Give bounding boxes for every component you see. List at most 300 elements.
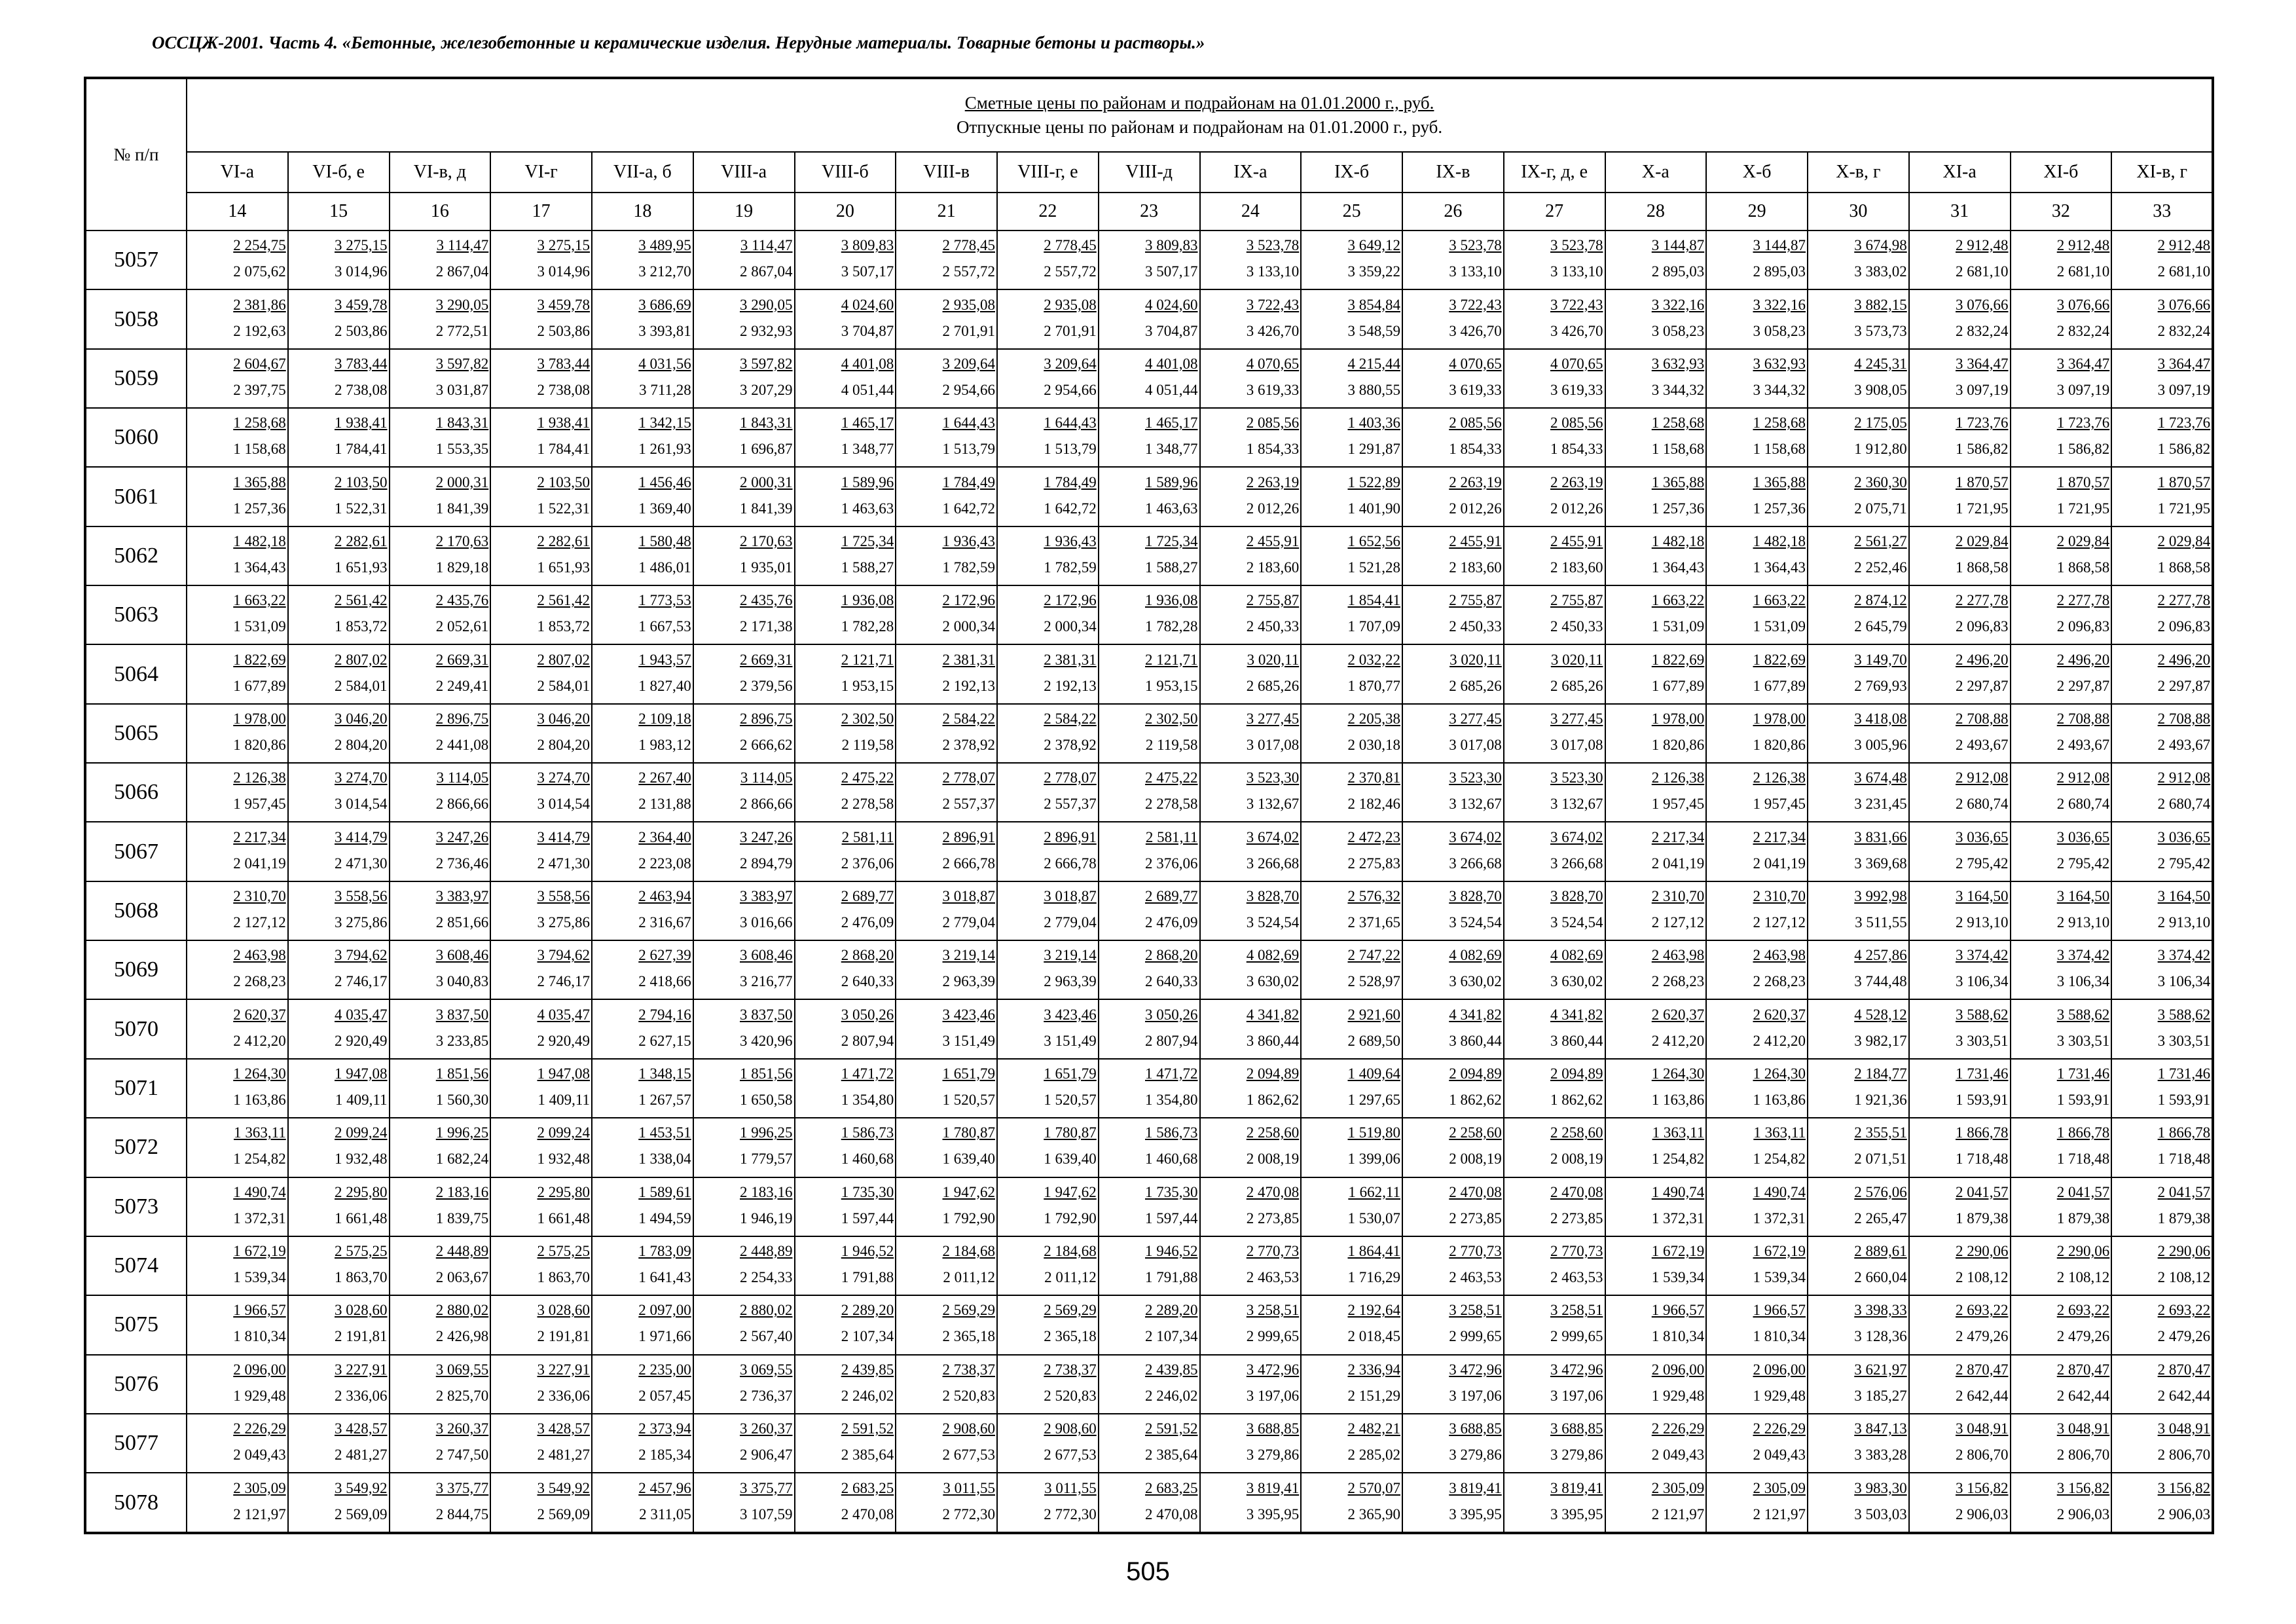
- estimate-price: 2 370,81: [1347, 769, 1400, 786]
- estimate-price: 2 575,25: [537, 1243, 590, 1260]
- estimate-price: 3 069,55: [435, 1361, 489, 1378]
- estimate-price: 1 966,57: [1753, 1302, 1806, 1319]
- price-cell: [896, 940, 997, 999]
- estimate-price: 3 983,30: [1854, 1479, 1907, 1496]
- release-price: 1 677,89: [1651, 677, 1705, 694]
- price-cell: [693, 1295, 795, 1354]
- release-price: 2 807,94: [1145, 1032, 1198, 1049]
- estimate-price: 3 219,14: [1044, 947, 1097, 964]
- price-cell: [1605, 763, 1707, 822]
- release-price: 3 507,17: [1145, 263, 1198, 280]
- release-price: 2 108,12: [2056, 1269, 2110, 1286]
- estimate-price: 3 383,97: [435, 887, 489, 904]
- price-cell: [896, 467, 997, 526]
- price-cell: [1706, 349, 1808, 408]
- price-cell: [1706, 1473, 1808, 1533]
- price-cell: [288, 1473, 390, 1533]
- estimate-price: 2 217,34: [1651, 828, 1705, 845]
- price-cell: [693, 999, 795, 1058]
- release-price: 2 268,23: [1753, 973, 1806, 990]
- release-price: 1 539,34: [233, 1269, 286, 1286]
- column-number: 24: [1200, 193, 1302, 231]
- price-cell: [490, 822, 592, 881]
- release-price: 1 593,91: [2157, 1091, 2211, 1108]
- estimate-price: 3 831,66: [1854, 828, 1907, 845]
- price-cell: [288, 408, 390, 467]
- estimate-price: 2 172,96: [942, 592, 995, 609]
- release-price: 2 963,39: [942, 973, 995, 990]
- estimate-price: 4 082,69: [1246, 947, 1300, 964]
- price-cell: [490, 1059, 592, 1118]
- price-cell: [693, 349, 795, 408]
- price-cell: [1200, 408, 1302, 467]
- price-cell: [795, 704, 896, 763]
- price-cell: [693, 1414, 795, 1473]
- column-number: 14: [187, 193, 288, 231]
- table-row: [85, 526, 2213, 585]
- table-row: [85, 349, 2213, 408]
- estimate-price: 3 028,60: [335, 1302, 388, 1319]
- price-cell: [1909, 644, 2011, 703]
- price-cell: [997, 1355, 1099, 1414]
- estimate-price: 1 947,62: [1044, 1183, 1097, 1200]
- estimate-price: 2 226,29: [1651, 1420, 1705, 1437]
- estimate-price: 1 723,76: [2157, 415, 2211, 432]
- estimate-price: 2 310,70: [233, 887, 286, 904]
- release-price: 2 806,70: [2157, 1447, 2211, 1464]
- price-cell: [693, 1177, 795, 1236]
- price-cell: [2011, 822, 2112, 881]
- release-price: 2 867,04: [740, 263, 793, 280]
- release-price: 2 832,24: [1956, 322, 2009, 339]
- price-cell: [2011, 1473, 2112, 1533]
- release-price: 3 216,77: [740, 973, 793, 990]
- price-cell: [2011, 1414, 2112, 1473]
- release-price: 1 929,48: [1651, 1387, 1705, 1404]
- estimate-price: 2 482,21: [1347, 1420, 1400, 1437]
- price-cell: [1099, 1295, 1200, 1354]
- estimate-price: 1 519,80: [1347, 1124, 1400, 1141]
- estimate-price: 3 523,30: [1246, 769, 1300, 786]
- price-cell: [592, 1236, 693, 1295]
- release-price: 2 096,83: [2157, 618, 2211, 635]
- release-price: 3 860,44: [1550, 1032, 1603, 1049]
- estimate-price: 2 355,51: [1854, 1124, 1907, 1141]
- price-cell: [1909, 1177, 2011, 1236]
- estimate-price: 1 471,72: [1145, 1065, 1198, 1082]
- release-price: 2 920,49: [537, 1032, 590, 1049]
- release-price: 3 207,29: [740, 381, 793, 398]
- release-price: 1 494,59: [638, 1209, 691, 1227]
- price-cell: [1504, 1295, 1605, 1354]
- release-price: 1 163,86: [233, 1091, 286, 1108]
- release-price: 2 052,61: [435, 618, 489, 635]
- price-cell: [288, 1355, 390, 1414]
- release-price: 2 249,41: [435, 677, 489, 694]
- estimate-price: 2 708,88: [1956, 710, 2009, 727]
- release-price: 2 426,98: [435, 1328, 489, 1345]
- estimate-price: 2 770,73: [1246, 1243, 1300, 1260]
- estimate-price: 3 258,51: [1550, 1302, 1603, 1319]
- release-price: 1 853,72: [537, 618, 590, 635]
- release-price: 2 278,58: [841, 796, 894, 813]
- price-cell: [390, 1177, 491, 1236]
- release-price: 2 119,58: [1145, 736, 1198, 753]
- release-price: 1 839,75: [435, 1209, 489, 1227]
- price-cell: [592, 408, 693, 467]
- price-cell: [1200, 1236, 1302, 1295]
- estimate-price: 1 258,68: [1753, 415, 1806, 432]
- table-row: [85, 289, 2213, 348]
- price-cell: [997, 1177, 1099, 1236]
- price-cell: [997, 408, 1099, 467]
- release-price: 3 197,06: [1550, 1387, 1603, 1404]
- price-cell: [1808, 881, 1909, 940]
- release-price: 1 521,28: [1347, 559, 1400, 576]
- price-cell: [490, 999, 592, 1058]
- estimate-price: 1 946,52: [841, 1243, 894, 1260]
- release-price: 3 359,22: [1347, 263, 1400, 280]
- estimate-price: 2 289,20: [1145, 1302, 1198, 1319]
- release-price: 2 795,42: [2157, 855, 2211, 872]
- price-cell: [1099, 231, 1200, 289]
- estimate-price: 3 608,46: [740, 947, 793, 964]
- price-cell: [1808, 1355, 1909, 1414]
- estimate-price: 2 096,00: [1651, 1361, 1705, 1378]
- release-price: 1 721,95: [2157, 500, 2211, 517]
- release-price: 2 450,33: [1246, 618, 1300, 635]
- release-price: 2 397,75: [233, 381, 286, 398]
- price-cell: [1504, 940, 1605, 999]
- release-price: 1 792,90: [942, 1209, 995, 1227]
- estimate-price: 2 908,60: [1044, 1420, 1097, 1437]
- price-cell: [2111, 763, 2213, 822]
- estimate-price: 3 164,50: [1956, 887, 2009, 904]
- release-price: 3 197,06: [1449, 1387, 1502, 1404]
- estimate-price: 3 274,70: [335, 769, 388, 786]
- estimate-price: 2 302,50: [1145, 710, 1198, 727]
- price-cell: [1909, 1355, 2011, 1414]
- estimate-price: 3 674,02: [1246, 828, 1300, 845]
- estimate-price: 3 428,57: [537, 1420, 590, 1437]
- price-cell: [1808, 1059, 1909, 1118]
- release-price: 2 049,43: [1753, 1447, 1806, 1464]
- estimate-price: 3 722,43: [1449, 296, 1502, 313]
- estimate-price: 3 149,70: [1854, 651, 1907, 668]
- release-price: 3 031,87: [435, 381, 489, 398]
- estimate-price: 2 561,27: [1854, 532, 1907, 549]
- price-cell: [2111, 1177, 2213, 1236]
- release-price: 2 557,37: [942, 796, 995, 813]
- release-price: 3 619,33: [1449, 381, 1502, 398]
- release-price: 1 588,27: [841, 559, 894, 576]
- price-cell: [896, 644, 997, 703]
- estimate-price: 3 722,43: [1246, 296, 1300, 313]
- price-cell: [288, 999, 390, 1058]
- estimate-price: 1 264,30: [233, 1065, 286, 1082]
- price-cell: [1909, 289, 2011, 348]
- price-cell: [795, 1473, 896, 1533]
- price-cell: [1706, 822, 1808, 881]
- price-cell: [1909, 704, 2011, 763]
- estimate-price: 2 455,91: [1246, 532, 1300, 549]
- estimate-price: 2 576,06: [1854, 1183, 1907, 1200]
- release-price: 2 379,56: [740, 677, 793, 694]
- release-price: 2 008,19: [1449, 1151, 1502, 1168]
- price-cell: [2111, 526, 2213, 585]
- price-cell: [795, 881, 896, 940]
- estimate-price: 3 018,87: [1044, 887, 1097, 904]
- estimate-price: 2 290,06: [2157, 1243, 2211, 1260]
- estimate-price: 2 282,61: [335, 532, 388, 549]
- release-price: 2 906,47: [740, 1447, 793, 1464]
- release-price: 3 058,23: [1753, 322, 1806, 339]
- release-price: 1 522,31: [335, 500, 388, 517]
- estimate-price: 3 048,91: [2056, 1420, 2110, 1437]
- price-cell: [288, 704, 390, 763]
- estimate-price: 1 672,19: [233, 1243, 286, 1260]
- estimate-price: 2 217,34: [1753, 828, 1806, 845]
- price-cell: [1402, 526, 1504, 585]
- estimate-price: 3 048,91: [2157, 1420, 2211, 1437]
- price-cell: [795, 1414, 896, 1473]
- price-cell: [2111, 349, 2213, 408]
- release-price: 2 832,24: [2056, 322, 2110, 339]
- estimate-price: 2 778,45: [942, 237, 995, 254]
- release-price: 2 806,70: [2056, 1447, 2110, 1464]
- price-cell: [187, 585, 288, 644]
- row-number: 5073: [85, 1177, 187, 1236]
- price-cell: [187, 1059, 288, 1118]
- release-price: 1 696,87: [740, 441, 793, 458]
- estimate-price: 3 114,47: [436, 237, 489, 254]
- estimate-price: 2 463,98: [1753, 947, 1806, 964]
- price-cell: [2011, 644, 2112, 703]
- release-price: 1 460,68: [841, 1151, 894, 1168]
- estimate-price: 2 290,06: [2056, 1243, 2110, 1260]
- price-cell: [1808, 1236, 1909, 1295]
- price-cell: [1099, 467, 1200, 526]
- estimate-price: 1 652,56: [1347, 532, 1400, 549]
- price-cell: [490, 704, 592, 763]
- price-cell: [693, 1118, 795, 1177]
- price-cell: [1504, 526, 1605, 585]
- estimate-price: 2 310,70: [1753, 887, 1806, 904]
- price-cell: [1605, 644, 1707, 703]
- price-cell: [1706, 1177, 1808, 1236]
- estimate-price: 3 722,43: [1550, 296, 1603, 313]
- estimate-price: 2 192,64: [1347, 1302, 1400, 1319]
- price-cell: [795, 1059, 896, 1118]
- estimate-price: 1 870,57: [2157, 473, 2211, 490]
- release-price: 3 420,96: [740, 1032, 793, 1049]
- estimate-price: 2 747,22: [1347, 947, 1400, 964]
- price-cell: [2111, 585, 2213, 644]
- estimate-price: 3 558,56: [537, 887, 590, 904]
- release-price: 1 854,33: [1449, 441, 1502, 458]
- price-cell: [187, 1414, 288, 1473]
- price-cell: [490, 467, 592, 526]
- price-cell: [1402, 1236, 1504, 1295]
- estimate-price: 3 277,45: [1246, 710, 1300, 727]
- price-cell: [1706, 940, 1808, 999]
- price-cell: [187, 999, 288, 1058]
- price-cell: [795, 1177, 896, 1236]
- price-cell: [1605, 1236, 1707, 1295]
- table-row: [85, 1059, 2213, 1118]
- price-cell: [1200, 1414, 1302, 1473]
- release-price: 2 999,65: [1449, 1328, 1502, 1345]
- estimate-price: 2 475,22: [841, 769, 894, 786]
- release-price: 3 132,67: [1449, 796, 1502, 813]
- estimate-price: 1 996,25: [435, 1124, 489, 1141]
- district-header: VI-а: [187, 152, 288, 193]
- price-cell: [1808, 349, 1909, 408]
- release-price: 1 721,95: [1956, 500, 2009, 517]
- estimate-price: 1 936,08: [841, 592, 894, 609]
- price-cell: [1504, 1118, 1605, 1177]
- estimate-price: 3 364,47: [2157, 355, 2211, 372]
- release-price: 1 642,72: [942, 500, 995, 517]
- price-cell: [795, 231, 896, 289]
- estimate-price: 1 996,25: [740, 1124, 793, 1141]
- release-price: 2 681,10: [1956, 263, 2009, 280]
- price-cell: [2111, 704, 2213, 763]
- estimate-price: 3 036,65: [2157, 828, 2211, 845]
- price-cell: [490, 349, 592, 408]
- release-price: 2 185,34: [638, 1447, 691, 1464]
- release-price: 2 183,60: [1246, 559, 1300, 576]
- price-cell: [2111, 408, 2213, 467]
- release-price: 2 463,53: [1449, 1269, 1502, 1286]
- estimate-price: 2 912,08: [2056, 769, 2110, 786]
- release-price: 3 369,68: [1854, 855, 1907, 872]
- estimate-price: 3 459,78: [537, 296, 590, 313]
- release-price: 1 792,90: [1044, 1209, 1097, 1227]
- release-price: 1 841,39: [435, 500, 489, 517]
- release-price: 2 107,34: [1145, 1328, 1198, 1345]
- estimate-price: 2 604,67: [233, 355, 286, 372]
- price-cell: [1808, 467, 1909, 526]
- release-price: 1 718,48: [2056, 1151, 2110, 1168]
- estimate-price: 3 828,70: [1550, 887, 1603, 904]
- release-price: 2 685,26: [1246, 677, 1300, 694]
- release-price: 2 012,26: [1246, 500, 1300, 517]
- estimate-price: 1 723,76: [2056, 415, 2110, 432]
- price-cell: [1706, 999, 1808, 1058]
- release-price: 1 953,15: [1145, 677, 1198, 694]
- release-price: 1 932,48: [335, 1151, 388, 1168]
- release-price: 3 097,19: [2157, 381, 2211, 398]
- estimate-price: 1 589,96: [1145, 473, 1198, 490]
- estimate-price: 2 277,78: [2157, 592, 2211, 609]
- price-cell: [490, 1355, 592, 1414]
- district-header: IX-б: [1301, 152, 1402, 193]
- estimate-price: 3 597,82: [435, 355, 489, 372]
- price-cell: [693, 231, 795, 289]
- estimate-price: 3 418,08: [1854, 710, 1907, 727]
- row-number: 5058: [85, 289, 187, 348]
- price-cell: [592, 1295, 693, 1354]
- price-cell: [1402, 408, 1504, 467]
- release-price: 2 493,67: [2056, 736, 2110, 753]
- estimate-price: 2 669,31: [740, 651, 793, 668]
- estimate-price: 3 428,57: [335, 1420, 388, 1437]
- release-price: 3 395,95: [1246, 1505, 1300, 1522]
- district-header: VI-б, е: [288, 152, 390, 193]
- price-cell: [390, 704, 491, 763]
- estimate-price: 3 247,26: [435, 828, 489, 845]
- estimate-price: 2 448,89: [740, 1243, 793, 1260]
- release-price: 2 895,03: [1753, 263, 1806, 280]
- estimate-price: 2 381,86: [233, 296, 286, 313]
- estimate-price: 3 809,83: [841, 237, 894, 254]
- price-cell: [1706, 881, 1808, 940]
- price-cell: [997, 999, 1099, 1058]
- price-cell: [288, 349, 390, 408]
- price-cell: [288, 1059, 390, 1118]
- price-cell: [490, 763, 592, 822]
- estimate-price: 2 103,50: [335, 473, 388, 490]
- price-cell: [997, 526, 1099, 585]
- price-cell: [187, 1118, 288, 1177]
- estimate-price: 2 889,61: [1854, 1243, 1907, 1260]
- estimate-price: 3 375,77: [740, 1479, 793, 1496]
- release-price: 2 503,86: [537, 322, 590, 339]
- release-price: 3 630,02: [1246, 973, 1300, 990]
- release-price: 2 273,85: [1449, 1209, 1502, 1227]
- release-price: 1 971,66: [638, 1328, 691, 1345]
- release-price: 2 677,53: [1044, 1447, 1097, 1464]
- release-price: 3 266,68: [1550, 855, 1603, 872]
- release-price: 2 127,12: [233, 913, 286, 931]
- release-price: 1 369,40: [638, 500, 691, 517]
- estimate-price: 1 947,08: [335, 1065, 388, 1082]
- price-cell: [1402, 1414, 1504, 1473]
- release-price: 2 954,66: [1044, 381, 1097, 398]
- release-price: 2 681,10: [2157, 263, 2211, 280]
- release-price: 2 108,12: [1956, 1269, 2009, 1286]
- release-price: 2 680,74: [1956, 796, 2009, 813]
- estimate-price: 2 305,09: [1753, 1479, 1806, 1496]
- release-price: 1 677,89: [1753, 677, 1806, 694]
- release-price: 2 183,60: [1550, 559, 1603, 576]
- price-cell: [1504, 289, 1605, 348]
- estimate-price: 4 341,82: [1449, 1006, 1502, 1023]
- price-cell: [1605, 585, 1707, 644]
- price-cell: [187, 763, 288, 822]
- estimate-price: 2 094,89: [1550, 1065, 1603, 1082]
- estimate-price: 3 020,11: [1550, 651, 1603, 668]
- price-cell: [1706, 585, 1808, 644]
- release-price: 2 412,20: [233, 1032, 286, 1049]
- estimate-price: 1 264,30: [1753, 1065, 1806, 1082]
- column-number: 25: [1301, 193, 1402, 231]
- price-cell: [390, 881, 491, 940]
- release-price: 1 854,33: [1246, 441, 1300, 458]
- table-row: [85, 1355, 2213, 1414]
- price-cell: [795, 408, 896, 467]
- price-cell: [1099, 763, 1200, 822]
- estimate-price: 2 912,48: [1956, 237, 2009, 254]
- price-cell: [1402, 822, 1504, 881]
- estimate-price: 1 822,69: [233, 651, 286, 668]
- estimate-price: 1 870,57: [2056, 473, 2110, 490]
- estimate-price: 1 784,49: [942, 473, 995, 490]
- price-cell: [693, 644, 795, 703]
- row-number: 5075: [85, 1295, 187, 1354]
- price-cell: [2111, 467, 2213, 526]
